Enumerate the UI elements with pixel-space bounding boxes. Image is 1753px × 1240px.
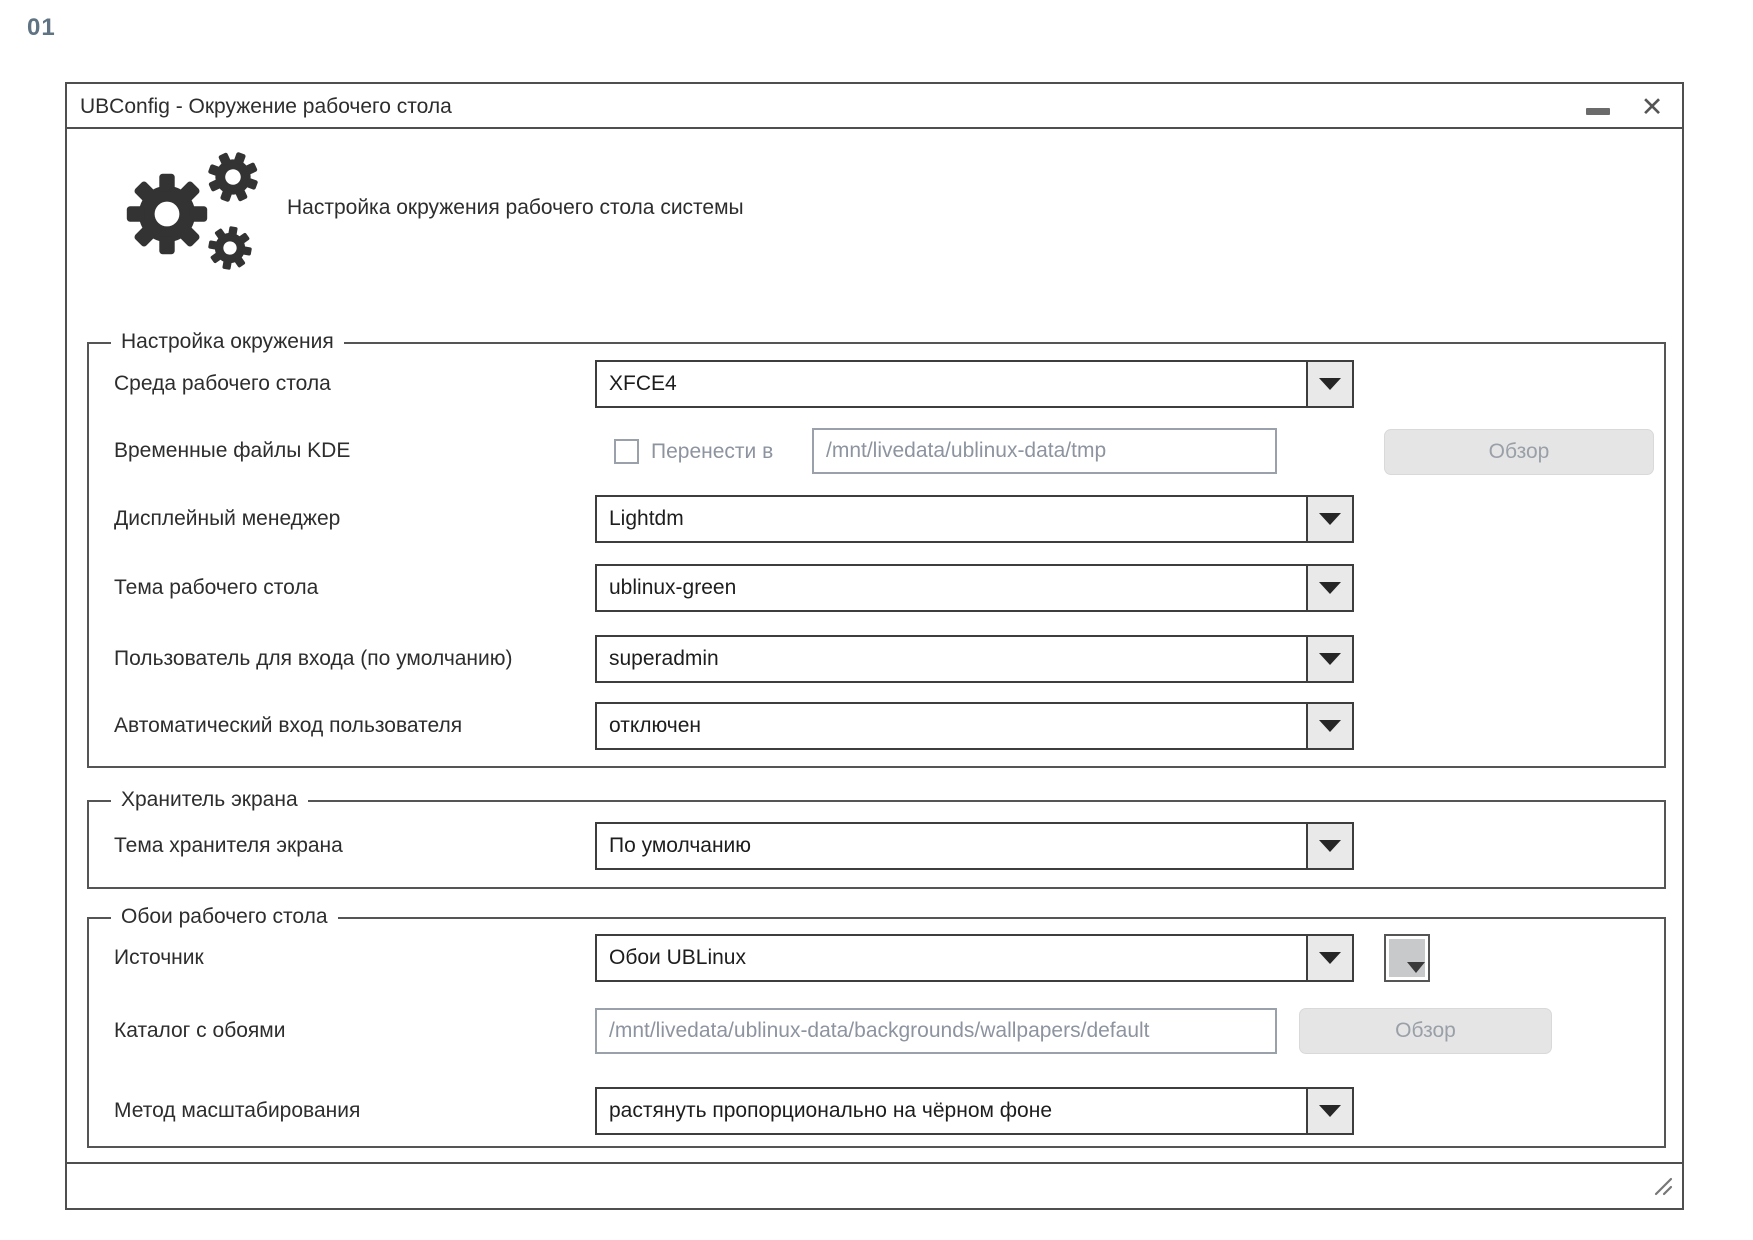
- browse-button-label: Обзор: [1395, 1019, 1456, 1042]
- autologin-value: отключен: [609, 714, 702, 737]
- group-environment-legend: Настройка окружения: [111, 330, 344, 354]
- scaling-method-label: Метод масштабирования: [114, 1099, 361, 1122]
- login-user-value: superadmin: [609, 647, 719, 670]
- desktop-environment-label: Среда рабочего стола: [114, 372, 331, 395]
- screensaver-theme-select[interactable]: [595, 822, 1354, 870]
- kde-tmp-label: Временные файлы KDE: [114, 439, 351, 462]
- dropdown-button: [1306, 362, 1352, 406]
- wallpaper-directory-input[interactable]: [595, 1008, 1277, 1054]
- resize-grip-icon[interactable]: [1652, 1175, 1674, 1202]
- group-wallpaper-legend: Обои рабочего стола: [111, 905, 338, 929]
- close-icon[interactable]: ✕: [1640, 92, 1664, 122]
- window-title: UBConfig - Окружение рабочего стола: [80, 95, 452, 118]
- desktop-theme-select[interactable]: [595, 564, 1354, 612]
- wallpaper-directory-label: Каталог с обоями: [114, 1019, 286, 1042]
- chevron-down-icon: [1407, 962, 1425, 973]
- login-user-label: Пользователь для входа (по умолчанию): [114, 647, 513, 670]
- dropdown-button: [1306, 1089, 1352, 1133]
- move-to-checkbox-label: Перенести в: [651, 440, 774, 463]
- dropdown-button: [1306, 637, 1352, 681]
- dropdown-button: [1306, 936, 1352, 980]
- desktop-theme-label: Тема рабочего стола: [114, 576, 319, 599]
- chevron-down-icon: [1319, 582, 1341, 594]
- wallpaper-directory-browse-button[interactable]: [1299, 1008, 1552, 1054]
- status-bar: [67, 1162, 1682, 1208]
- dropdown-button: [1306, 704, 1352, 748]
- wallpaper-picker-button[interactable]: [1384, 934, 1430, 982]
- figure-number: 01: [27, 14, 56, 41]
- titlebar[interactable]: [67, 84, 1682, 129]
- desktop-theme-value: ublinux-green: [609, 576, 737, 599]
- gears-icon: [117, 150, 272, 275]
- screensaver-theme-value: По умолчанию: [609, 834, 752, 857]
- display-manager-value: Lightdm: [609, 507, 684, 530]
- minimize-icon[interactable]: [1586, 108, 1610, 115]
- wallpaper-source-select[interactable]: [595, 934, 1354, 982]
- group-screensaver-legend: Хранитель экрана: [111, 788, 308, 812]
- display-manager-label: Дисплейный менеджер: [114, 507, 341, 530]
- scaling-method-select[interactable]: [595, 1087, 1354, 1135]
- move-to-checkbox[interactable]: [614, 439, 639, 464]
- chevron-down-icon: [1319, 952, 1341, 964]
- kde-tmp-path-input[interactable]: [812, 428, 1277, 474]
- dropdown-button: [1306, 497, 1352, 541]
- chevron-down-icon: [1319, 840, 1341, 852]
- wallpaper-directory-value: /mnt/livedata/ublinux-data/backgrounds/wallpapers/default: [609, 1019, 1150, 1042]
- dialog-subtitle: Настройка окружения рабочего стола системы: [287, 196, 744, 219]
- autologin-select[interactable]: [595, 702, 1354, 750]
- display-manager-select[interactable]: [595, 495, 1354, 543]
- autologin-label: Автоматический вход пользователя: [114, 714, 463, 737]
- browse-button-label: Обзор: [1488, 440, 1550, 463]
- chevron-down-icon: [1319, 653, 1341, 665]
- desktop-environment-select[interactable]: [595, 360, 1354, 408]
- chevron-down-icon: [1319, 720, 1341, 732]
- kde-tmp-path-value: /mnt/livedata/ublinux-data/tmp: [826, 439, 1107, 462]
- kde-tmp-browse-button[interactable]: [1384, 429, 1654, 475]
- chevron-down-icon: [1319, 378, 1341, 390]
- screensaver-theme-label: Тема хранителя экрана: [114, 834, 343, 857]
- chevron-down-icon: [1319, 513, 1341, 525]
- desktop-environment-value: XFCE4: [609, 372, 677, 395]
- wallpaper-source-label: Источник: [114, 946, 204, 969]
- wallpaper-source-value: Обои UBLinux: [609, 946, 746, 969]
- chevron-down-icon: [1319, 1105, 1341, 1117]
- login-user-select[interactable]: [595, 635, 1354, 683]
- ubconfig-window: [65, 82, 1684, 1210]
- dropdown-button: [1306, 566, 1352, 610]
- scaling-method-value: растянуть пропорционально на чёрном фоне: [609, 1099, 1053, 1122]
- dropdown-button: [1306, 824, 1352, 868]
